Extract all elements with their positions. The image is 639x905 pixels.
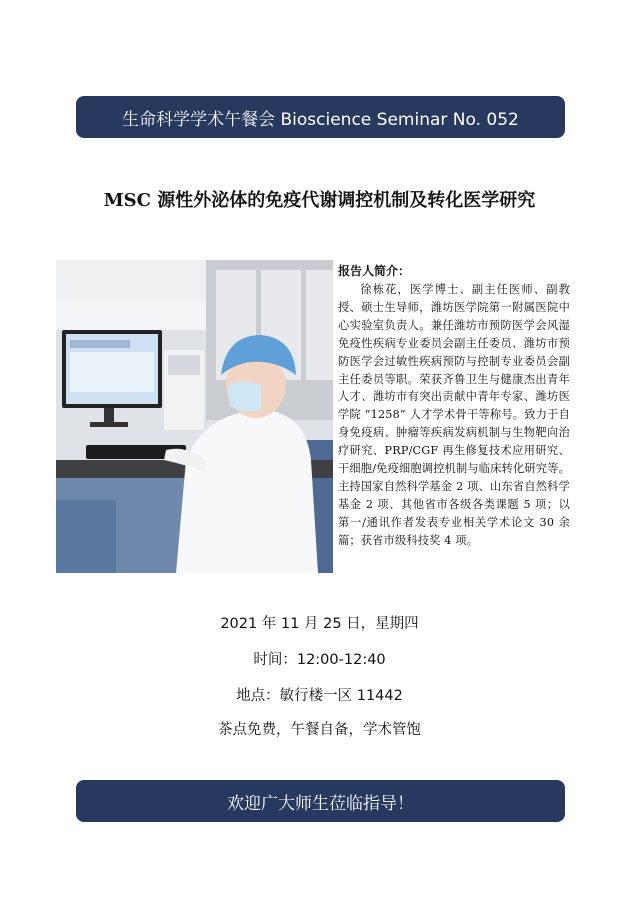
speaker-bio [338,262,570,550]
footer-banner-text: 欢迎广大师生莅临指导！ [227,793,414,814]
bio-heading: 报告人简介： [338,264,411,278]
event-date: 2021 年 11 月 25 日，星期四 [220,616,419,632]
event-time: 时间：12:00-12:40 [253,652,386,668]
event-location: 地点：敏行楼一区 11442 [236,688,403,704]
speaker-photo [56,260,333,573]
footer-banner [76,780,565,822]
seminar-title: MSC 源性外泌体的免疫代谢调控机制及转化医学研究 [103,190,536,211]
event-note: 茶点免费，午餐自备，学术管饱 [218,722,421,738]
header-banner [76,96,565,138]
speaker-photo-illustration [56,260,333,573]
header-banner-text: 生命科学学术午餐会 Bioscience Seminar No. 052 [122,109,519,130]
bio-text: 徐栋花，医学博士、副主任医师、副教授、硕士生导师，潍坊医学院第一附属医院中心实验室负责人。兼任潍坊市预防医学会风湿免疫性疾病专业委员会副主任委员、潍坊市预防医学会过敏性疾病预防与控制专业委员会副主任委员等职。荣获齐鲁卫生与健康杰出青年人才、潍坊市有突出贡献中青年专家、潍坊医学院 “1258” 人才学术骨干等称号。致力于自身免疫病、肿瘤等疾病发病机制与生物靶向治疗研究、PRP/CGF 再生修复技术应用研究、干细胞/免疫细胞调控机制与临床转化研究等。主持国家自然科学基金 2 项、山东省自然科学基金 2 项、其他省市各级各类课题 5 项；以第一/通讯作者发表专业相关学术论文 30 余篇；获省市级科技奖 4 项。 [338,283,570,547]
